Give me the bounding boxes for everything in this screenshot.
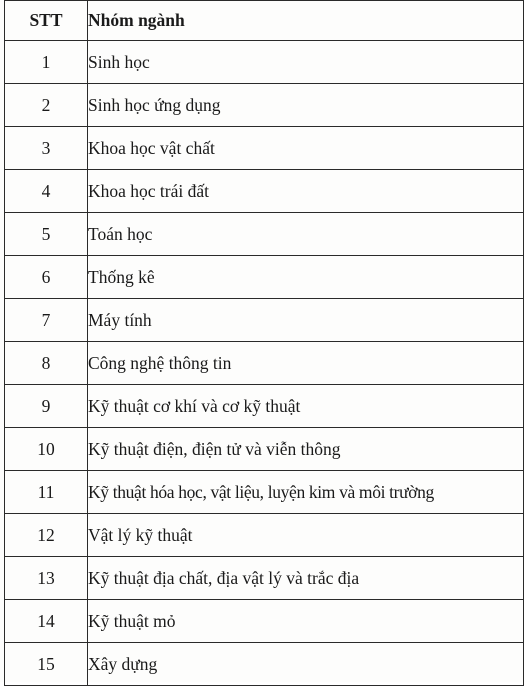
row-number: 8 <box>5 342 88 385</box>
row-number: 15 <box>5 643 88 686</box>
table-row <box>5 385 524 428</box>
group-name: Xây dựng <box>88 643 524 686</box>
header-stt: STT <box>5 1 88 41</box>
group-name: Kỹ thuật mỏ <box>88 600 524 643</box>
group-name: Kỹ thuật địa chất, địa vật lý và trắc địa <box>88 557 524 600</box>
group-name: Máy tính <box>88 299 524 342</box>
table-row <box>5 514 524 557</box>
table-row <box>5 170 524 213</box>
group-name: Kỹ thuật điện, điện tử và viễn thông <box>88 428 524 471</box>
table-body <box>5 41 524 686</box>
table-row <box>5 127 524 170</box>
row-number: 3 <box>5 127 88 170</box>
table-row <box>5 299 524 342</box>
table-row <box>5 471 524 514</box>
row-number: 14 <box>5 600 88 643</box>
table-row <box>5 643 524 686</box>
group-name: Khoa học trái đất <box>88 170 524 213</box>
table-row <box>5 557 524 600</box>
group-name: Vật lý kỹ thuật <box>88 514 524 557</box>
row-number: 7 <box>5 299 88 342</box>
header-group-name: Nhóm ngành <box>88 1 524 41</box>
group-name: Sinh học ứng dụng <box>88 84 524 127</box>
table-row <box>5 213 524 256</box>
group-name: Sinh học <box>88 41 524 84</box>
group-name: Kỹ thuật hóa học, vật liệu, luyện kim và môi trường <box>88 471 524 514</box>
row-number: 6 <box>5 256 88 299</box>
table-row <box>5 428 524 471</box>
group-name: Toán học <box>88 213 524 256</box>
row-number: 1 <box>5 41 88 84</box>
row-number: 13 <box>5 557 88 600</box>
row-number: 9 <box>5 385 88 428</box>
table-row <box>5 256 524 299</box>
group-name: Khoa học vật chất <box>88 127 524 170</box>
major-groups-table <box>4 0 524 686</box>
table-row <box>5 342 524 385</box>
table-row <box>5 600 524 643</box>
group-name: Thống kê <box>88 256 524 299</box>
row-number: 10 <box>5 428 88 471</box>
table-header-row <box>5 1 524 41</box>
row-number: 5 <box>5 213 88 256</box>
row-number: 4 <box>5 170 88 213</box>
group-name: Công nghệ thông tin <box>88 342 524 385</box>
row-number: 2 <box>5 84 88 127</box>
row-number: 11 <box>5 471 88 514</box>
row-number: 12 <box>5 514 88 557</box>
table-row <box>5 41 524 84</box>
group-name: Kỹ thuật cơ khí và cơ kỹ thuật <box>88 385 524 428</box>
table-row <box>5 84 524 127</box>
